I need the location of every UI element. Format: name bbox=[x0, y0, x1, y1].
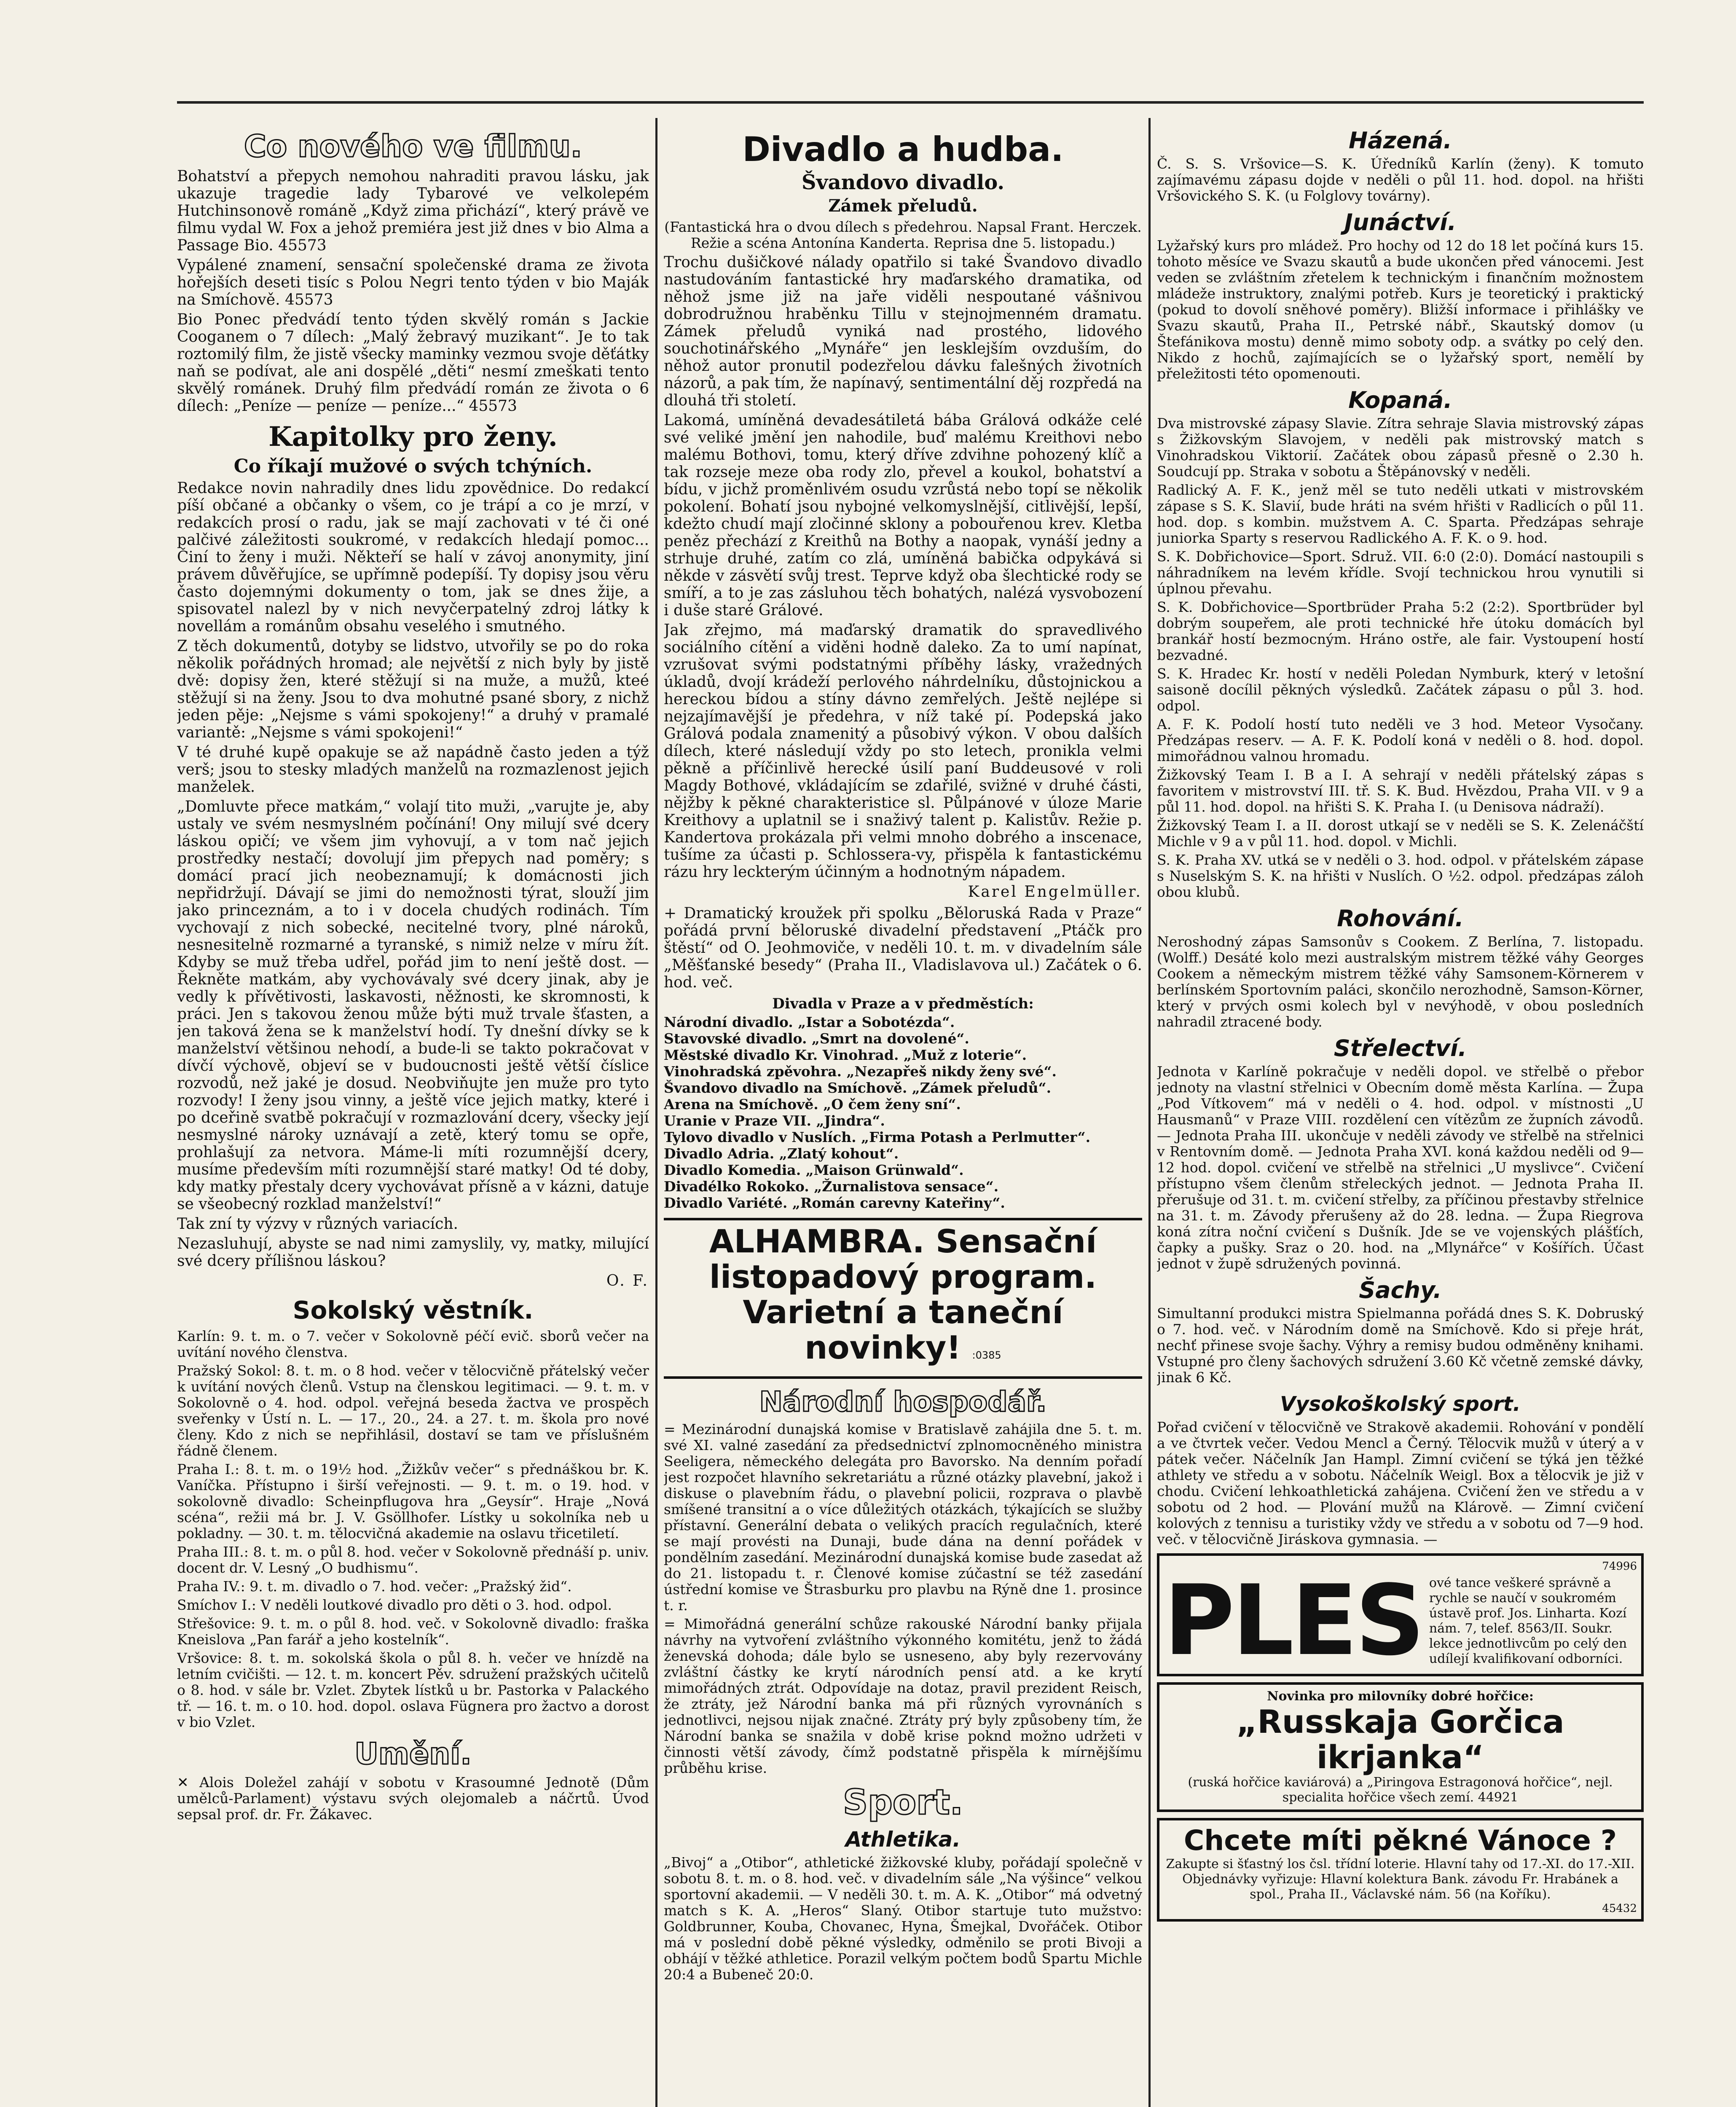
divadlo-paragraph: Trochu dušičkové nálady opatřilo si také Švandovo divadlo nastudováním fantastické hry maďarského dramatika, od něhož jsme již na jaře viděli nespoutané vášnivou dobrodružnou hraběnku Tillu v stejnojmenném dramatu. Zámek přeludů vyniká nad prostého, lidového souchotinářského „Mynáře“ jen lesklejším ovzduším, do něhož autor pronutil podezřelou dávku falešných životních názorů, a pak tím, že napínavý, sentimentální děj rozpředá na dlouhá tři století. bbox=[664, 254, 1142, 409]
divadlo-paragraph: Lakomá, umíněná devadesátiletá bába Grálová odkáže celé své veliké jmění jen nahodile, buď malému Kreithovi nebo malému Bothovi, tomu, který dříve zdvihne pohozený klíč a tak rozseje meze oba rody zlo, převel a koukol, bohatství a bídu, v jichž proměnlivém osudu vzrůstá nebo topí se několik pokolení. Bohatí jsou nybojné velkomyslnější, citlivější, lepší, kdežto chudí mají zločinné sklony a pobouřenou krev. Kletba peněz přechází z Kreithů na Bothy a naopak, vynáší jedny a strhuje druhé, zatím co zlá, umíněná babička odpykává si někde v zásvětí svůj trest. Teprve když oba šlechtické rody se smíří, a to je zas zásluhou těch bohatých, nalézá vysvobození i duše staré Grálové. bbox=[664, 412, 1142, 619]
vysokoskolsky-heading: Vysokoškolský sport. bbox=[1280, 1392, 1521, 1416]
column-rule-1 bbox=[655, 118, 657, 2107]
kopana-paragraph: S. K. Dobřichovice—Sport. Sdruž. VII. 6:0 (2:0). Domácí nastoupili s náhradníkem na levém křídle. Svojí technickou hrou vynutili si úplnou převahu. bbox=[1157, 548, 1644, 597]
theatre-item: Divadlo Variété. „Román carevny Kateřiny“. bbox=[664, 1195, 1005, 1211]
column-right bbox=[1157, 122, 1644, 2107]
sokol-heading: Sokolský věstník. bbox=[292, 1295, 534, 1324]
column-rule-2 bbox=[1148, 118, 1151, 2107]
alhambra-code: :0385 bbox=[972, 1349, 1001, 1361]
theatre-item: Divadlo Adria. „Zlatý kohout“. bbox=[664, 1145, 899, 1162]
sokol-paragraph: Praha I.: 8. t. m. o 19½ hod. „Žižkův večer“ s přednáškou br. K. Vaníčka. Přístupno i širší veřejnosti. — 9. t. m. o 19. hod. v sokolovně divadlo: Scheinpflugova hra „Geysír“. Hraje „Nová scéna“, režii má br. J. V. Gsöllhofer. Lístky u sokolníka neb u pokladny. — 30. t. m. tělocvičná akademie na oslavu třicetiletí. bbox=[177, 1461, 649, 1541]
hospodar-paragraph: = Mimořádná generální schůze rakouské Národní banky přijala návrhy na vytvoření zvláštního výkonného komitétu, jenž to žádá ženevská dohoda; dále bylo se usneseno, aby byly rezervovány zvláštní částky ke krytí národních pensí atd. a ke krytí mimořádných ztrát. Odpovídaje na dotaz, pravil prezident Reisch, že ztráty, jež Národní banka má při různých vyrovnáních s jednotlivci, nejsou nijak značné. Ztráty prý byly způsobeny tím, že Národní banka se snažila v době krise poknd možno udržeti v činnosti větší závody, čímž podstatně přispěla k mírnějšímu průběhu krise. bbox=[664, 1616, 1142, 1777]
column-middle bbox=[664, 122, 1142, 2107]
divadlo-signature: Karel Engelmüller. bbox=[968, 883, 1142, 901]
gorcica-ad-title: „Russkaja Gorčica ikrjanka“ bbox=[1236, 1703, 1564, 1776]
vysokoskolsky-paragraph: Pořad cvičení v tělocvičně ve Strakově akademii. Rohování v pondělí a ve čtvrtek večer. Vedou Mencl a Černý. Tělocvik mužů v úterý a v pátek večer. Náčelník Jan Hampl. Zimní cvičení se týká jen těžké athlety ve středu a v sobotu. Náčelník Weigl. Box a tělocvik je již v chodu. Cvičení lehkoathletická zahájena. Cvičení žen ve středu a v sobotu od 2 hod. — Plování mužů na Klárově. — Zimní cvičení kolových z tennisu a turistiky vždy ve středu a v sobotu od 7—9 hod. več. v tělocvičně Jiráskova gymnasia. — bbox=[1157, 1419, 1644, 1547]
theatre-item: Arena na Smíchově. „O čem ženy sní“. bbox=[664, 1096, 961, 1112]
sport-paragraph: „Bivoj“ a „Otibor“, athletické žižkovské kluby, pořádají společně v sobotu 8. t. m. o 8. hod. več. v divadelním sále „Na výšince“ velkou sportovní akademii. — V neděli 30. t. m. A. K. „Otibor“ má odvetný match s K. A. „Heros“ Slaný. Otibor startuje tuto mužstvo: Goldbrunner, Kouba, Chovanec, Hyna, Šmejkal, Dvořáček. Otibor má v poslední době pěkné výsledky, odměnilo se proti Bivoji a obhájí v těžké athletice. Porazil velkým počtem bodů Spartu Michle 20:4 a Bubeneč 20:0. bbox=[664, 1854, 1142, 1983]
kopana-paragraph: S. K. Praha XV. utká se v neděli o 3. hod. odpol. v přátelském zápase s Nuselským S. K. na hřišti v Nuslích. O ½2. odpol. předzápas záloh obou klubů. bbox=[1157, 852, 1644, 900]
sokol-paragraph: Střešovice: 9. t. m. o půl 8. hod. več. v Sokolovně divadlo: fraška Kneislova „Pan farář a jeho kostelník“. bbox=[177, 1615, 649, 1648]
hazena-paragraph: Č. S. S. Vršovice—S. K. Úředníků Karlín (ženy). K tomuto zajímavému zápasu dojde v neděli o půl 11. hod. dopol. na hřišti Vršovického S. K. (u Folglovy továrny). bbox=[1157, 155, 1644, 204]
kopana-paragraph: A. F. K. Podolí hostí tuto neděli ve 3 hod. Meteor Vysočany. Předzápas reserv. — A. F. K. Podolí koná v neděli o 8. hod. dopol. mimořádnou valnou hromadu. bbox=[1157, 716, 1644, 764]
top-rule bbox=[177, 101, 1644, 104]
vanoce-ad-title: Chcete míti pěkné Vánoce ? bbox=[1183, 1824, 1617, 1857]
ples-ad-code: 74996 bbox=[1602, 1560, 1637, 1573]
gorcica-ad-text: (ruská hořčice kaviárová) a „Piringova Estragonová hořčice“, nejl. specialita hořčice všech zemí. 44921 bbox=[1188, 1775, 1613, 1805]
junactvi-heading: Junáctví. bbox=[1344, 209, 1457, 236]
kopana-paragraph: Žižkovský Team I. a II. dorost utkají se v neděli se S. K. Zelenáčští Michle v 9 a v půl 11. hod. dopol. v Michli. bbox=[1157, 817, 1644, 850]
divadlo-heading: Divadlo a hudba. bbox=[742, 130, 1064, 169]
sokol-paragraph: Karlín: 9. t. m. o 7. večer v Sokolovně péčí evič. sborů večer na uvítání nového členstva. bbox=[177, 1327, 649, 1360]
rohovani-heading: Rohování. bbox=[1337, 905, 1464, 932]
kopana-paragraph: Radlický A. F. K., jenž měl se tuto neděli utkati v mistrovském zápase s S. K. Slavií, bude hráti na svém hřišti v Radlicích o půl 11. hod. dop. s kombin. mužstvem A. C. Sparta. Předzápas sehraje juniorka Sparty s reservou Radlického A. F. K. o 9. hod. bbox=[1157, 482, 1644, 546]
sokol-paragraph: Smíchov I.: V neděli loutkové divadlo pro děti o 3. hod. odpol. bbox=[177, 1596, 612, 1613]
kapitolky-heading: Kapitolky pro ženy. bbox=[268, 421, 558, 453]
hospodar-paragraph: = Mezinárodní dunajská komise v Bratislavě zahájila dne 5. t. m. své XI. valné zasedání za předsednictví zplnomocněného ministra Seeligera, německého delegáta pro Bavorsko. Na denním pořadí jest rozpočet hlavního sekretariátu a různé otázky plavební, jakož i diskuse o plavebním řádu, o plavební policii, rozprava o plavbě smíšené transitní a o více důležitých otázkách, týkajících se služby přístavní. Generální debata o velikých pracích regulačních, které se mají provésti na Dunaji, bude dána na denní pořádek v pondělním zasedání. Mezinárodní dunajská komise bude zasedat až do 21. listopadu t. r. Členové komise zúčastní se též zasedání ústřední komise ve Štrasburku pro plavbu na Rýně dne 1. prosince t. r. bbox=[664, 1421, 1142, 1614]
column-left bbox=[177, 122, 649, 2107]
divadlo-paragraph: Jak zřejmo, má maďarský dramatik do spravedlivého sociálního cítění a viděni hodně daleko. Za to umí napínat, vzrušovat svými podstatnými příběhy lásky, vražedných úkladů, dvojí krádeží perlového náhrdelníku, důstojnickou a hereckou bídou a stíny dávno zemřelých. Ještě nejlépe si nejzajímavější je předehra, v níž také pí. Podepská jako Grálová podala znamenitý a působivý výkon. V obou dalších dílech, které následují vždy po sto letech, pronikla velmi pěkně a příčinlivě herecké úsilí paní Buddeusové v roli Magdy Bothové, vkládajícím se zdařilé, svižné v druhé části, nějžby k pěkné charakteristice sl. Půlpánové v úloze Marie Kreithovy a uplatnil se i snaživý talent p. Kalistův. Režie p. Kandertova prokázala při velmi mnoho dobrého a inscenace, tušíme za účasti p. Schlossera-vy, přispěla k fantastickému rázu hry leckterým účinným a hodnotným nápadem. bbox=[664, 622, 1142, 881]
ples-ad-big-word: PLES bbox=[1164, 1565, 1422, 1677]
film-paragraph: Vypálené znamení, sensační společenské drama ze života hořejších deseti tisíc s Polou Negri tento týden v bio Maják na Smíchově. 45573 bbox=[177, 256, 649, 308]
vanoce-ad-text: Zakupte si šťastný los čsl. třídní loterie. Hlavní tahy od 17.-XI. do 17.-XII. Objednávky vyřizuje: Hlavní kolektura Bank. závodu Fr. Hrabánek a spol., Praha II., Václavské nám. 56 (na Koříku). bbox=[1166, 1857, 1635, 1902]
kopana-paragraph: Žižkovský Team I. B a I. A sehrají v neděli přátelský zápas s favoritem v mistrovství III. tř. S. K. Bud. Hvězdou, Praha VII. v 9 a půl 11. hod. dopol. na hřišti S. K. Praha I. (u Denisova nádraží). bbox=[1157, 767, 1644, 815]
theatre-item: Vinohradská zpěvohra. „Nezapřeš nikdy ženy své“. bbox=[664, 1063, 1057, 1080]
hazena-heading: Házená. bbox=[1348, 127, 1452, 154]
kapitolky-paragraph: „Domluvte přece matkám,“ volají tito muži, „varujte je, aby ustaly ve svém nesmyslném počínání! Ony milují své dcery láskou opičí; ve všem jim vyhovují, a v tom nač jejich prostředky nestačí; dovolují jim přepych nad poměry; s domácí prací jich neobeznamují; k domácnosti jich nepřidržují. Dávají se jimi do nemožnosti týrat, slouží jim jako princeznám, a to i v docela chudých rodinách. Tím vychovají z nich sobecké, necitelné tvory, plné nároků, nesnesitelně rozmarné a tyranské, s nimiž nelze v míru žít. Kdyby se muž třeba udřel, pořád jim to není ještě dost. — Řekněte matkám, aby vychovávaly své dcery jinak, aby je vedly k přívětivosti, laskavosti, něžnosti, ke skromnosti, k práci. Jen s takovou ženou může býti muž trvale šťasten, a jen taková žena se k manželství hodí. Ty dnešní dívky se k manželství většinou nehodí, a bude-li se takto pokračovat v dívčí výchově, objeví se v budoucnosti ještě větší číslice rozvodů, než jaké je dosud. Neobviňujte jen muže pro tyto rozvody! I ženy jsou vinny, a ještě více jejich matky, které i po dceřině svatbě pokračují v rozmazlování dcery, všecky její nesmyslné nároky uznávají a zetě, který tomu se opře, prohlašují za netvora. Máme-li míti rozumnější dcery, musíme především míti rozumnější staré matky! Od té doby, kdy matky přestaly dcery vychovávat přísně a v kázni, datuje se všeobecný rozklad manželství!“ bbox=[177, 798, 649, 1213]
hospodar-heading: Národní hospodář. bbox=[759, 1386, 1047, 1418]
sokol-paragraph: Praha IV.: 9. t. m. divadlo o 7. hod. večer: „Pražský žid“. bbox=[177, 1578, 572, 1595]
kapitolky-signature: O. F. bbox=[606, 1272, 649, 1289]
theatres-heading: Divadla v Praze a v předměstích: bbox=[772, 995, 1034, 1012]
kapitolky-paragraph: Redakce novin nahradily dnes lidu zpovědnice. Do redakcí píší občané a občanky o všem, co je trápí a co je mrzí, v redakcích prosí o radu, jak se mají zachovati v té či oné palčivé záležitosti soukromé, v redakcích hledají pomoc... Činí to ženy i muži. Někteří se halí v závoj anonymity, jiní právem důvěřujíce, se upřímně podepíší. Ty dopisy jsou věru často dojemnými dokumenty o tom, jak se dnes žije, a spisovatel nalezl by v nich nevyčerpatelný zdroj látky k novellám a románům obsahu veselého i smutného. bbox=[177, 479, 649, 635]
gorcica-ad-lead: Novinka pro milovníky dobré hořčice: bbox=[1267, 1689, 1534, 1704]
theatre-item: Švandovo divadlo na Smíchově. „Zámek přeludů“. bbox=[664, 1080, 1052, 1096]
vanoce-ad bbox=[1157, 1818, 1644, 1922]
sokol-paragraph: Vršovice: 8. t. m. sokolská škola o půl 8. h. večer ve hnízdě na letním cvičišti. — 12. t. m. koncert Pěv. sdružení pražských učitelů o 8. hod. v sále br. Vzlet. Zbytek lístků u br. Pastorka v Palackého tř. — 16. t. m. o 10. hod. dopol. oslava Fügnera pro žactvo a dorost v bio Vzlet. bbox=[177, 1649, 649, 1730]
film-paragraph: Bio Ponec předvádí tento týden skvělý román s Jackie Cooganem o 7 dílech: „Malý žebravý muzikant“. Je to tak roztomilý film, že jistě všecky maminky vezmou svoje děťátky naň se podívat, ale ani dospělé „děti“ nesmí zmeškati tento skvělý románek. Druhý film předvádí román ze života o 6 dílech: „Peníze — peníze — peníze...“ 45573 bbox=[177, 311, 649, 415]
sokol-paragraph: Praha III.: 8. t. m. o půl 8. hod. večer v Sokolovně přednáší p. univ. docent dr. V. Lesný „O budhismu“. bbox=[177, 1543, 649, 1576]
strelectvi-heading: Střelectví. bbox=[1334, 1035, 1467, 1062]
kapitolky-subheading: Co říkají mužové o svých tchýních. bbox=[233, 455, 593, 477]
theatre-list bbox=[664, 1014, 1142, 1211]
film-heading: Co nového ve filmu. bbox=[244, 129, 582, 164]
umeni-paragraph: ✕ Alois Doležel zahájí v sobotu v Krasoumné Jednotě (Dům umělců-Parlament) výstavu svých olejomaleb a náčrtů. Úvod sepsal prof. dr. Fr. Žákavec. bbox=[177, 1774, 649, 1823]
sachy-heading: Šachy. bbox=[1359, 1277, 1442, 1303]
strelectvi-paragraph: Jednota v Karlíně pokračuje v neděli dopol. ve střelbě o přebor jednoty na vlastní střelnici v Obecním domě města Karlína. — Župa „Pod Vítkovem“ má v neděli o 4. hod. odpol. v místnosti „U Hausmanů“ v Praze VIII. rozdělení cen vítězům ze župních závodů. — Jednota Praha III. ukončuje v neděli závody ve střelbě na střelnici v Rentovním domě. — Jednota Praha XVI. koná každou neděli od 9—12 hod. dopol. cvičení ve střelbě na střelnici „U myslivce“. Cvičení přístupno všem členům střeleckých jednot. — Jednota Praha II. přerušuje od 31. t. m. cvičení střelby, za příčinou přestavby střelnice na 31. t. m. Závody přerušeny až do 28. ledna. — Župa Riegrova koná zítra noční cvičení s Dušník. Jde se ve vojenských plášťích, čapky a pušky. Sraz o 20. hod. na „Mlynářce“ v Košířích. Účast jednot v župě sdružených povinná. bbox=[1157, 1063, 1644, 1272]
theatre-item: Divadélko Rokoko. „Žurnalistova sensace“. bbox=[664, 1178, 999, 1195]
theatre-item: Městské divadlo Kr. Vinohrad. „Muž z loterie“. bbox=[664, 1047, 1027, 1063]
krouzek-notice: + Dramatický kroužek při spolku „Běloruská Rada v Praze“ pořádá první běloruské divadelní představení „Ptáčk pro štěstí“ od O. Jeohmoviče, v neděli 10. t. m. v divadelním sále „Měšťanské besedy“ (Praha II., Vladislavova ul.) Začátek o 6. hod. več. bbox=[664, 905, 1142, 991]
kapitolky-paragraph: V té druhé kupě opakuje se až napádně často jeden a týž verš; jsou to stesky mladých manželů na rozmazlenost jejich manželek. bbox=[177, 743, 649, 796]
rohovani-paragraph: Neroshodný zápas Samsonův s Cookem. Z Berlína, 7. listopadu. (Wolff.) Desáté kolo mezi australským mistrem těžké váhy Georges Cookem a německým mistrem těžké váhy Samsonem-Körnerem v berlínském Sportovním paláci, skončilo nerozhodně, Samson-Körner, který v prvých osmi kolech byl v nevýhodě, v obou posledních nahradil ztracené body. bbox=[1157, 933, 1644, 1030]
kopana-paragraph: S. K. Dobřichovice—Sportbrüder Praha 5:2 (2:2). Sportbrüder byl dobrým soupeřem, ale proti technické hře útoku domácích byl brankář hostí bezmocným. Hráno ostře, ale fair. Vystoupení hostí bezvadné. bbox=[1157, 599, 1644, 663]
alhambra-text: ALHAMBRA. Sensační listopadový program. Varietní a taneční novinky! bbox=[709, 1222, 1097, 1366]
kopana-paragraph: S. K. Hradec Kr. hostí v neděli Poledan Nymburk, který v letošní saisoně docílil pěkných výsledků. Začátek zápasu o půl 3. hod. odpol. bbox=[1157, 665, 1644, 714]
theatre-item: Národní divadlo. „Istar a Sobotézda“. bbox=[664, 1014, 955, 1030]
divadlo-theatre-name: Švandovo divadlo. bbox=[801, 171, 1005, 194]
kapitolky-paragraph: Tak zní ty výzvy v různých variacích. bbox=[177, 1215, 458, 1233]
theatre-item: Stavovské divadlo. „Smrt na dovolené“. bbox=[664, 1030, 969, 1047]
kopana-paragraph: Dva mistrovské zápasy Slavie. Zítra sehraje Slavia mistrovský zápas s Žižkovským Slavojem, v neděli pak mistrovský match s Vinohradskou Viktorií. Začátek obou zápasů přesně o 2.30 h. Soudcují pp. Straka v sobotu a Štěpánovský v neděli. bbox=[1157, 415, 1644, 480]
junactvi-paragraph: Lyžařský kurs pro mládež. Pro hochy od 12 do 18 let počíná kurs 15. tohoto měsíce ve Svazu skautů a bude ukončen před vánocemi. Jest veden se zvláštním zřetelem k technickým i finančním možnostem mládeže instruktory, znalými potřeb. Kurs je teoretický i praktický (pokud to dovolí sněhové poměry). Bližší informace i přihlášky ve Svazu skautů, Praha II., Petrské nábř., Skautský domov (u Štefánikova mostu) denně mimo soboty odp. a svátky po celý den. Nikdo z hochů, zajímajících se o lyžařský sport, nemělí by přeležitosti této opomenouti. bbox=[1157, 237, 1644, 382]
kopana-heading: Kopaná. bbox=[1348, 387, 1452, 413]
sachy-paragraph: Simultanní produkci mistra Spielmanna pořádá dnes S. K. Dobruský o 7. hod. več. v Národním domě na Smíchově. Kdo si přeje hrát, nechť přinese svoje šachy. Výhry a remisy budou odměněny knihami. Vstupné pro členy šachových sdružení 3.60 Kč včetně zemské dávky, jinak 6 Kč. bbox=[1157, 1305, 1644, 1386]
umeni-heading: Umění. bbox=[354, 1736, 472, 1771]
ples-ad-text: ové tance veškeré správně a rychle se naučí v soukromém ústavě prof. Jos. Linharta. Kozí nám. 7, telef. 8563/II. Soukr. lekce jednotlivcům po celý den udílejí kvalifikovaní odborníci. bbox=[1429, 1576, 1627, 1666]
athletika-heading: Athletika. bbox=[845, 1827, 961, 1852]
theatre-item: Uranie v Praze VII. „Jindra“. bbox=[664, 1112, 885, 1129]
divadlo-intro: (Fantastická hra o dvou dílech s předehrou. Napsal Frant. Herczek. Režie a scéna Antonína Kanderta. Reprisa dne 5. listopadu.) bbox=[664, 219, 1142, 251]
kapitolky-paragraph: Z těch dokumentů, dotyby se lidstvo, utvořily se po do roka několik pořádných hromad; ale největší z nich byly by jistě dvě: dopisy žen, které stěžují si na muže, a mužů, kteé stěžují si na ženy. Jsou to dva mohutné psané sbory, z nichž jeden pěje: „Nejsme s vámi spokojeny!“ a druhý v pramalé variantě: „Nejsme s vámi spokojeni!“ bbox=[177, 637, 649, 741]
film-paragraph: Bohatství a přepych nemohou nahraditi pravou lásku, jak ukazuje tragedie lady Tybarové ve velkolepém Hutchinsonově románě „Když zima přichází“, který právě ve filmu vydal W. Fox a jehož premiéra jest již dnes v bio Alma a Passage Bio. 45573 bbox=[177, 167, 649, 254]
alhambra-ad bbox=[664, 1218, 1142, 1379]
vanoce-ad-code: 45432 bbox=[1602, 1902, 1637, 1915]
ples-ad bbox=[1157, 1553, 1644, 1676]
sokol-paragraph: Pražský Sokol: 8. t. m. o 8 hod. večer v tělocvičně přátelský večer k uvítání nových členů. Vstup na členskou legitimaci. — 9. t. m. v Sokolovně o 4. hod. odpol. veřejná beseda žactva ve prospěch sveřenky v Ústí n. L. — 17., 20., 24. a 27. t. m. škola pro nové členy. Kdo z nich se nepřihlásil, dostaví se tam ve příslušném řádně členem. bbox=[177, 1362, 649, 1459]
sport-heading: Sport. bbox=[843, 1783, 963, 1823]
theatre-item: Tylovo divadlo v Nuslích. „Firma Potash a Perlmutter“. bbox=[664, 1129, 1091, 1145]
kapitolky-paragraph: Nezasluhují, abyste se nad nimi zamyslily, vy, matky, milující své dcery přílišnou láskou? bbox=[177, 1235, 649, 1270]
divadlo-play-title: Zámek přeludů. bbox=[828, 196, 978, 216]
theatre-item: Divadlo Komedia. „Maison Grünwald“. bbox=[664, 1162, 964, 1178]
gorcica-ad bbox=[1157, 1682, 1644, 1812]
